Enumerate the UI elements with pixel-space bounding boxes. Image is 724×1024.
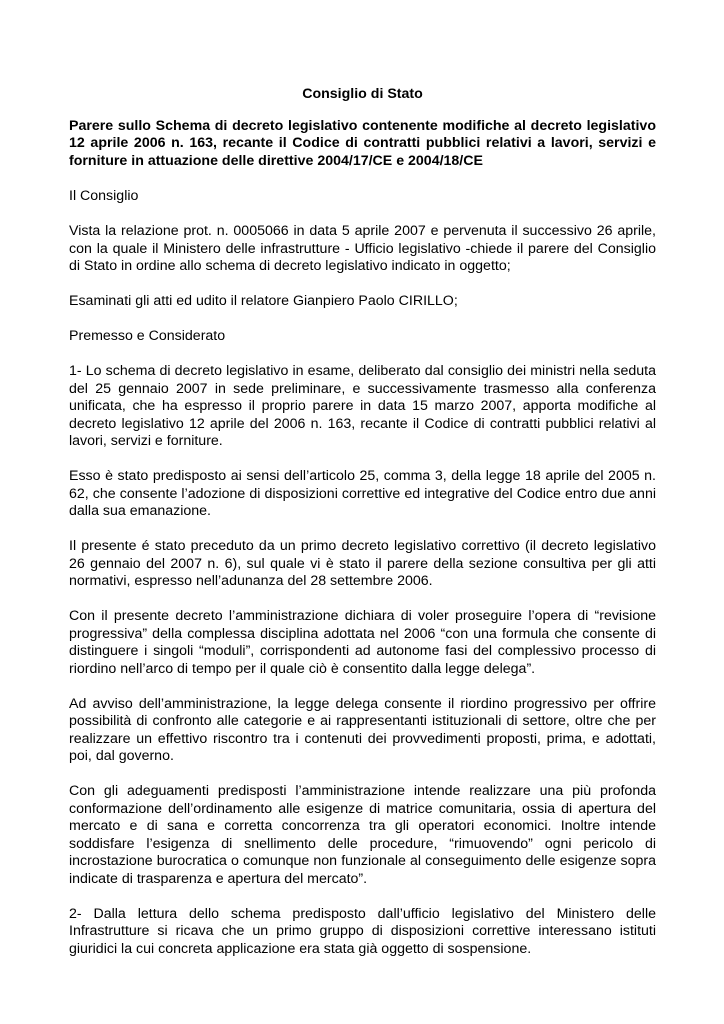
paragraph-1-schema: 1- Lo schema di decreto legislativo in esame, deliberato dal consiglio dei ministri nella seduta del 25 gennaio 2007 in sede preliminare, e successivamente trasmesso alla conferenza unificata, che ha espresso il proprio parere in data 15 marzo 2007, apporta modifiche al decreto legislativo 12 aprile del 2006 n. 163, recante il Codice di contratti pubblici relativi al lavori, servizi e forniture. <box>69 363 656 449</box>
document-title: Consiglio di Stato <box>302 86 423 102</box>
paragraph-premesso: Premesso e Considerato <box>69 328 226 344</box>
paragraph-2-dalla-lettura: 2- Dalla lettura dello schema predisposto dall’ufficio legislativo del Ministero delle Infrastrutture si ricava che un primo gruppo di disposizioni correttive interessano istituti giuridici la cui concreta applicazione era stata già oggetto di sospensione. <box>69 905 656 957</box>
document-subtitle: Parere sullo Schema di decreto legislativo contenente modifiche al decreto legislativo 12 aprile 2006 n. 163, recante il Codice di contratti pubblici relativi a lavori, servizi e forniture in attuazione delle direttive 2004/17/CE e 2004/18/CE <box>69 117 656 169</box>
document-page <box>69 86 656 976</box>
paragraph-vista-relazione: Vista la relazione prot. n. 0005066 in data 5 aprile 2007 e pervenuta il successivo 26 aprile, con la quale il Ministero delle infrastrutture - Ufficio legislativo -chiede il parere del Consiglio di Stato in ordine allo schema di decreto legislativo indicato in oggetto; <box>69 223 656 274</box>
paragraph-con-gli-adeguamenti: Con gli adeguamenti predisposti l’amministrazione intende realizzare una più profonda conformazione dell’ordinamento alle esigenze di matrice comunitaria, ossia di apertura del mercato e di sana e corretta concorrenza tra gli operatori economici. Inoltre intende soddisfare l’esigenza di snellimento delle procedure, “rimuovendo” ogni pericolo di incrostazione burocratica o comunque non funzionale al conseguimento delle esigenze sopra indicate di trasparenza e apertura del mercato”. <box>69 783 656 887</box>
paragraph-esaminati: Esaminati gli atti ed udito il relatore Gianpiero Paolo CIRILLO; <box>69 293 458 309</box>
paragraph-il-consiglio: Il Consiglio <box>69 188 139 204</box>
paragraph-il-presente: Il presente é stato preceduto da un primo decreto legislativo correttivo (il decreto legislativo 26 gennaio del 2007 n. 6), sul quale vi è stato il parere della sezione consultiva per gli atti normativi, espresso nell’adunanza del 28 settembre 2006. <box>69 538 656 589</box>
paragraph-con-il-presente: Con il presente decreto l’amministrazione dichiara di voler proseguire l’opera di “revisione progressiva” della complessa disciplina adottata nel 2006 “con una formula che consente di distinguere i singoli “moduli”, corrispondenti ad autonome fasi del complessivo processo di riordino nell’arco di tempo per il quale ciò è consentito dalla legge delega”. <box>69 608 656 677</box>
paragraph-esso: Esso è stato predisposto ai sensi dell’articolo 25, comma 3, della legge 18 aprile del 2005 n. 62, che consente l’adozione di disposizioni correttive ed integrative del Codice entro due anni dalla sua emanazione. <box>69 468 656 519</box>
paragraph-ad-avviso: Ad avviso dell’amministrazione, la legge delega consente il riordino progressivo per offrire possibilità di confronto alle categorie e ai rappresentanti istituzionali di settore, oltre che per realizzare un effettivo riscontro tra i contenuti dei provvedimenti proposti, prima, e adottati, poi, dal governo. <box>69 695 656 764</box>
